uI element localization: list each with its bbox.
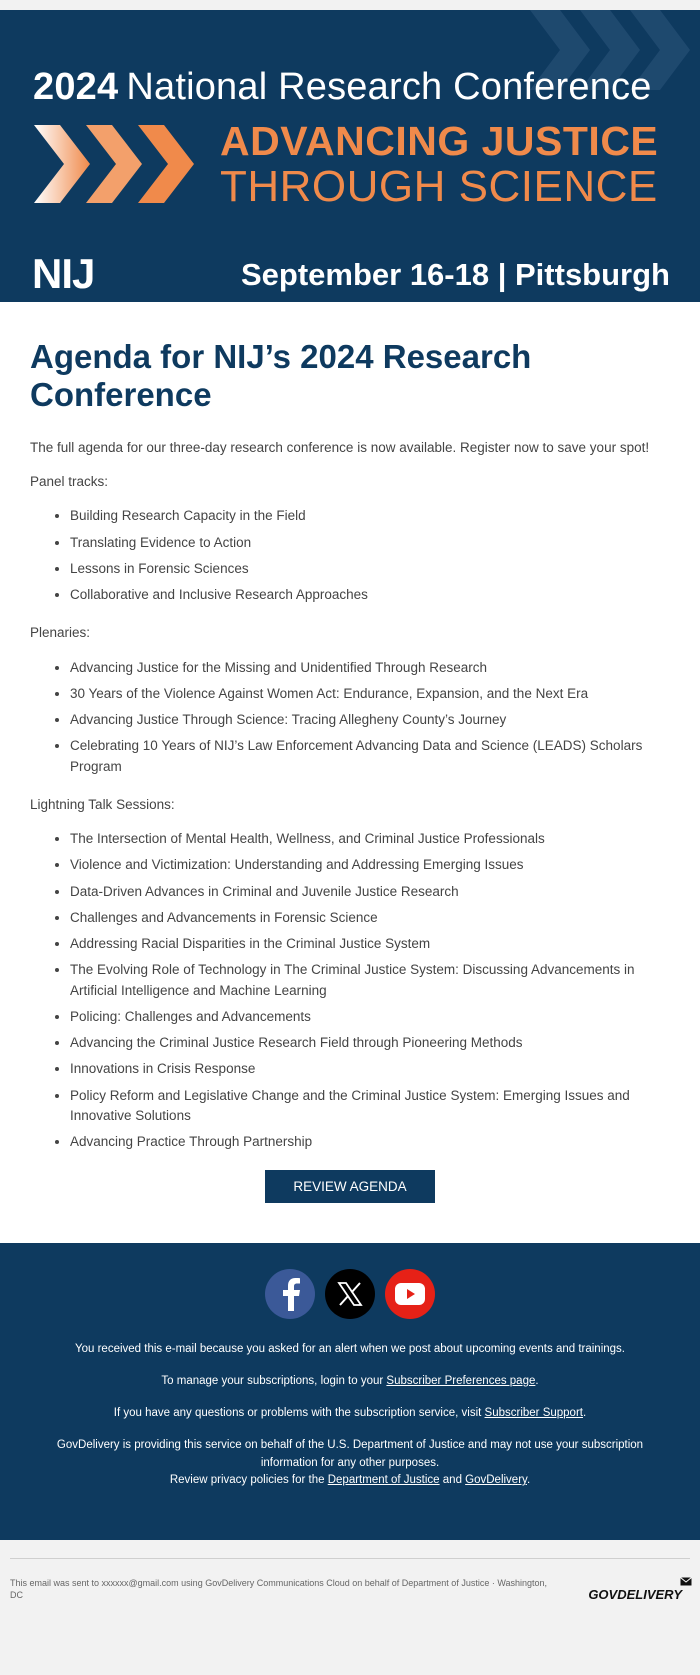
list-item: • Advancing Justice Through Science: Tracing Allegheny County’s Journey (70, 710, 670, 730)
email-container (0, 10, 700, 1540)
sent-to-notice: This email was sent to xxxxxx@gmail.com using GovDelivery Communications Cloud on behalf of Department of Justice · Washington, DC (10, 1578, 548, 1601)
x-twitter-icon (337, 1281, 363, 1307)
nij-logo: NIJ (32, 250, 95, 297)
subscriber-preferences-link[interactable]: Subscriber Preferences page (386, 1375, 536, 1388)
list-item: • Challenges and Advancements in Forensic Science (70, 908, 670, 928)
footer-govdelivery-notice: GovDelivery is providing this service on behalf of the U.S. Department of Justice and may not use your subscription information for any other purposes. (56, 1438, 644, 1469)
conference-banner (0, 10, 700, 302)
banner-tagline-line1: ADVANCING JUSTICE (220, 118, 659, 164)
footer-alert-notice: You received this e-mail because you asked for an alert when we post about upcoming events and trainings. (75, 1343, 625, 1356)
footer-manage-subscriptions (38, 1373, 662, 1391)
lightning-talks-heading: Lightning Talk Sessions: (30, 796, 175, 812)
banner-tagline-line2: THROUGH SCIENCE (220, 162, 658, 211)
top-spacer (0, 0, 700, 10)
list-item: • Advancing the Criminal Justice Research Field through Pioneering Methods (70, 1033, 670, 1053)
banner-year: 2024 (33, 66, 119, 108)
footer-text: If you have any questions or problems with the subscription service, visit (113, 1407, 485, 1419)
list-item: • The Intersection of Mental Health, Wellness, and Criminal Justice Professionals (70, 829, 670, 849)
list-item: • Policing: Challenges and Advancements (70, 1007, 670, 1027)
bottom-row (10, 1577, 690, 1601)
list-item: • Translating Evidence to Action (70, 533, 670, 553)
list-item: • Data-Driven Advances in Criminal and Juvenile Justice Research (70, 882, 670, 902)
list-item: • The Evolving Role of Technology in The Criminal Justice System: Discussing Advancements in Artificial Intelligence and Machine Learning (70, 960, 670, 1001)
footer-text: To manage your subscriptions, login to your (161, 1375, 387, 1388)
footer-support (38, 1405, 662, 1423)
divider (10, 1558, 690, 1559)
panel-tracks-heading: Panel tracks: (30, 474, 109, 490)
bottom-bar (0, 1540, 700, 1611)
footer-text: . (582, 1407, 587, 1419)
review-agenda-button[interactable]: REVIEW AGENDA (265, 1170, 434, 1203)
footer-text: and (439, 1474, 466, 1487)
doj-privacy-link[interactable]: Department of Justice (327, 1474, 440, 1487)
banner-date-location: September 16-18 | Pittsburgh (240, 257, 670, 292)
subscriber-support-link[interactable]: Subscriber Support (484, 1407, 583, 1419)
list-item: • Collaborative and Inclusive Research Approaches (70, 585, 670, 605)
list-item: • 30 Years of the Violence Against Women Act: Endurance, Expansion, and the Next Era (70, 684, 670, 704)
list-item: • Innovations in Crisis Response (70, 1059, 670, 1079)
banner-conference: National Research Conference (126, 66, 652, 108)
list-item: • Lessons in Forensic Sciences (70, 559, 670, 579)
panel-tracks-list (30, 506, 670, 605)
list-item: • Addressing Racial Disparities in the Criminal Justice System (70, 934, 670, 954)
button-row (30, 1170, 670, 1203)
lightning-talks-list (30, 829, 670, 1152)
list-item: • Advancing Practice Through Partnership (70, 1132, 670, 1152)
social-links (38, 1269, 662, 1319)
plenaries-list (30, 658, 670, 777)
facebook-icon (277, 1277, 303, 1311)
list-item: • Celebrating 10 Years of NIJ’s Law Enforcement Advancing Data and Science (LEADS) Scholars Program (70, 736, 670, 777)
list-item: • Advancing Justice for the Missing and Unidentified Through Research (70, 658, 670, 678)
plenaries-heading: Plenaries: (30, 625, 91, 641)
x-twitter-link[interactable] (325, 1269, 375, 1319)
banner-heading (33, 66, 652, 109)
page-title: Agenda for NIJ’s 2024 Research Conference (30, 338, 532, 413)
email-footer (0, 1243, 700, 1540)
footer-text: . (535, 1375, 539, 1388)
list-item: • Policy Reform and Legislative Change and the Criminal Justice System: Emerging Issues and Innovative Solutions (70, 1086, 670, 1127)
govdelivery-privacy-link[interactable]: GovDelivery (465, 1474, 527, 1487)
govdelivery-logo-text: GOVDELIVERY (588, 1586, 682, 1602)
main-content (0, 302, 700, 1243)
footer-text: Review privacy policies for the (169, 1474, 328, 1487)
youtube-link[interactable] (385, 1269, 435, 1319)
youtube-icon (395, 1283, 425, 1305)
orange-chevrons-icon (34, 125, 199, 203)
facebook-link[interactable] (265, 1269, 315, 1319)
govdelivery-logo[interactable] (588, 1587, 690, 1602)
list-item: • Building Research Capacity in the Field (70, 506, 670, 526)
list-item: • Violence and Victimization: Understanding and Addressing Emerging Issues (70, 855, 670, 875)
footer-text: . (526, 1474, 531, 1487)
footer-privacy (38, 1472, 662, 1490)
intro-text: The full agenda for our three-day research conference is now available. Register now to save your spot! (30, 439, 650, 455)
envelope-icon (680, 1577, 692, 1586)
